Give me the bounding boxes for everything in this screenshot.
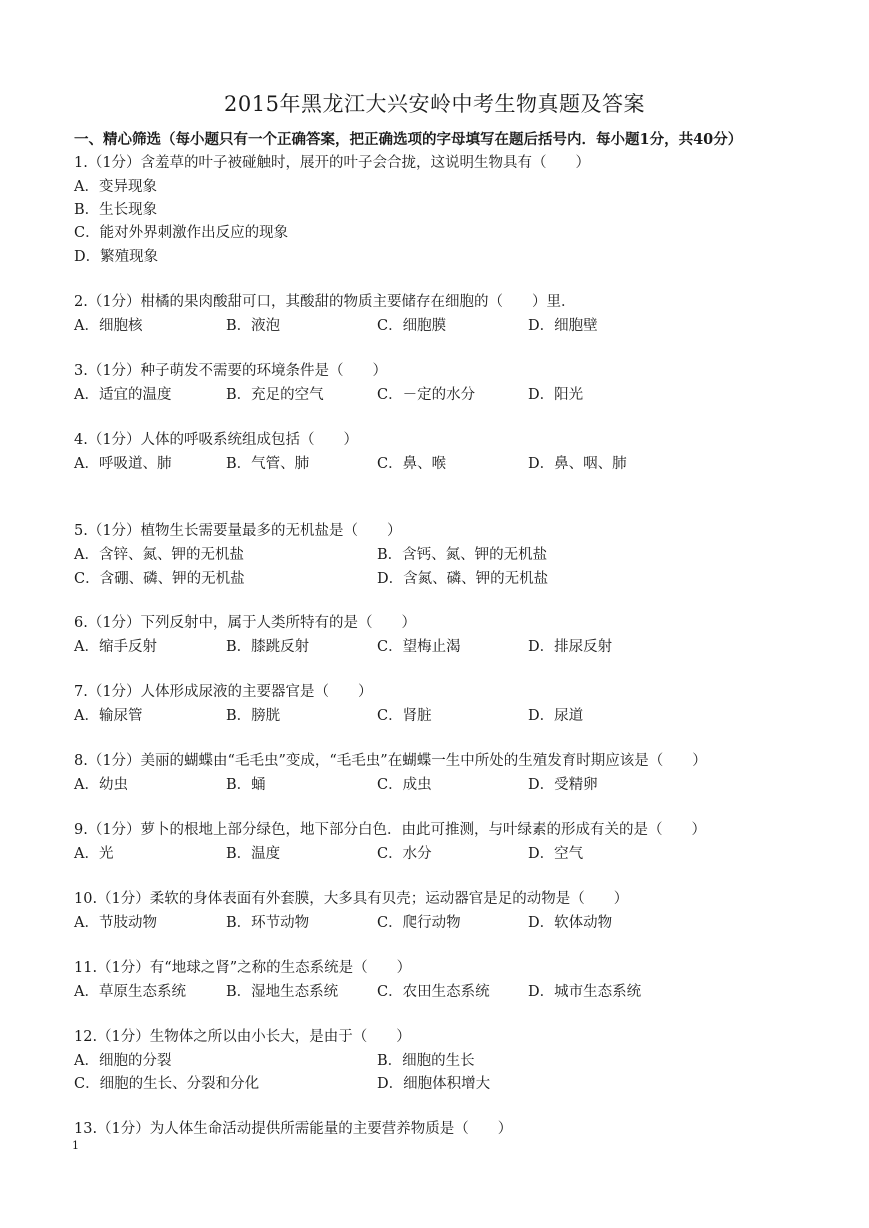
question-2-option-b: B．液泡	[226, 318, 281, 334]
question-10-stem: 10.（1分）柔软的身体表面有外套膜，大多具有贝壳；运动器官是足的动物是（ ）	[74, 891, 629, 907]
question-4-stem: 4.（1分）人体的呼吸系统组成包括（ ）	[74, 432, 359, 448]
question-7-option-d: D．尿道	[528, 708, 584, 724]
question-5-option-a: A．含锌、氮、钾的无机盐	[74, 547, 244, 563]
question-10-option-a: A．节肢动物	[74, 915, 157, 931]
question-3-option-a: A．适宜的温度	[74, 387, 172, 403]
question-12-option-b: B．细胞的生长	[377, 1053, 475, 1069]
question-7-option-b: B．膀胱	[226, 708, 281, 724]
question-1-option-c: C．能对外界刺激作出反应的现象	[74, 225, 289, 241]
question-6-option-d: D．排尿反射	[528, 639, 613, 655]
question-8-option-d: D．受精卵	[528, 777, 598, 793]
question-8-option-c: C．成虫	[377, 777, 432, 793]
question-11-option-d: D．城市生态系统	[528, 984, 642, 1000]
question-7-option-a: A．输尿管	[74, 708, 143, 724]
question-5-option-b: B．含钙、氮、钾的无机盐	[377, 547, 548, 563]
question-8-option-a: A．幼虫	[74, 777, 128, 793]
question-7-option-c: C．肾脏	[377, 708, 432, 724]
question-5-option-d: D．含氮、磷、钾的无机盐	[377, 571, 549, 587]
question-10-option-c: C．爬行动物	[377, 915, 461, 931]
question-2-option-a: A．细胞核	[74, 318, 143, 334]
question-4-option-c: C．鼻、喉	[377, 456, 447, 472]
question-2-option-c: C．细胞膜	[377, 318, 447, 334]
question-3-option-c: C．－定的水分	[377, 387, 476, 403]
question-1-option-a: A．变异现象	[74, 179, 157, 195]
document-title: 2015年黑龙江大兴安岭中考生物真题及答案	[224, 92, 645, 116]
question-3-option-d: D．阳光	[528, 387, 584, 403]
question-9-option-d: D．空气	[528, 846, 584, 862]
question-9-stem: 9.（1分）萝卜的根地上部分绿色，地下部分白色．由此可推测，与叶绿素的形成有关的是（ ）	[74, 822, 707, 838]
question-6-stem: 6.（1分）下列反射中，属于人类所特有的是（ ）	[74, 615, 417, 631]
question-12-option-a: A．细胞的分裂	[74, 1053, 172, 1069]
section-heading: 一、精心筛选（每小题只有一个正确答案，把正确选项的字母填写在题后括号内．每小题1分，共40分）	[74, 131, 743, 148]
question-3-option-b: B．充足的空气	[226, 387, 324, 403]
question-9-option-a: A．光	[74, 846, 114, 862]
question-8-option-b: B．蛹	[226, 777, 266, 793]
question-1-stem: 1.（1分）含羞草的叶子被碰触时，展开的叶子会合拢，这说明生物具有（ ）	[74, 155, 591, 171]
question-10-option-b: B．环节动物	[226, 915, 310, 931]
question-9-option-b: B．温度	[226, 846, 281, 862]
question-6-option-c: C．望梅止渴	[377, 639, 461, 655]
question-5-stem: 5.（1分）植物生长需要量最多的无机盐是（ ）	[74, 523, 402, 539]
question-4-option-a: A．呼吸道、肺	[74, 456, 172, 472]
question-11-option-a: A．草原生态系统	[74, 984, 186, 1000]
question-8-stem: 8.（1分）美丽的蝴蝶由“毛毛虫”变成，“毛毛虫”在蝴蝶一生中所处的生殖发育时期应该是（ ）	[74, 753, 707, 769]
question-4-option-d: D．鼻、咽、肺	[528, 456, 627, 472]
question-12-stem: 12.（1分）生物体之所以由小长大，是由于（ ）	[74, 1029, 411, 1045]
question-4-option-b: B．气管、肺	[226, 456, 310, 472]
question-13-stem: 13.（1分）为人体生命活动提供所需能量的主要营养物质是（ ）	[74, 1121, 513, 1137]
question-10-option-d: D．软体动物	[528, 915, 613, 931]
question-6-option-b: B．膝跳反射	[226, 639, 310, 655]
question-11-stem: 11.（1分）有“地球之肾”之称的生态系统是（ ）	[74, 960, 412, 976]
page-number: 1	[72, 1139, 79, 1152]
question-12-option-d: D．细胞体积增大	[377, 1076, 491, 1092]
question-2-stem: 2.（1分）柑橘的果肉酸甜可口，其酸甜的物质主要储存在细胞的（ ）里．	[74, 294, 576, 310]
question-7-stem: 7.（1分）人体形成尿液的主要器官是（ ）	[74, 684, 373, 700]
question-11-option-b: B．湿地生态系统	[226, 984, 339, 1000]
question-6-option-a: A．缩手反射	[74, 639, 157, 655]
question-3-stem: 3.（1分）种子萌发不需要的环境条件是（ ）	[74, 363, 388, 379]
question-2-option-d: D．细胞壁	[528, 318, 598, 334]
question-9-option-c: C．水分	[377, 846, 432, 862]
question-1-option-b: B．生长现象	[74, 202, 158, 218]
question-1-option-d: D．繁殖现象	[74, 249, 159, 265]
question-5-option-c: C．含硼、磷、钾的无机盐	[74, 571, 245, 587]
question-11-option-c: C．农田生态系统	[377, 984, 490, 1000]
question-12-option-c: C．细胞的生长、分裂和分化	[74, 1076, 260, 1092]
